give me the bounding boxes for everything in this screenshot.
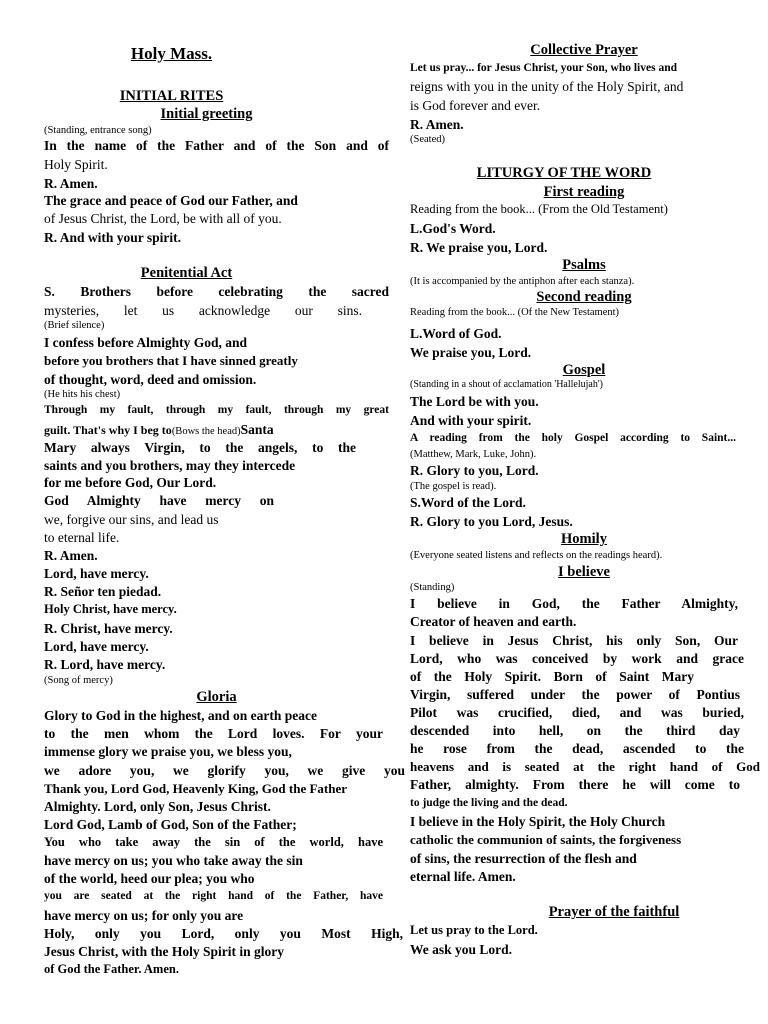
text-line: Father, almighty. From there he will come to xyxy=(410,777,740,792)
response-line: R. Amen. xyxy=(410,117,464,132)
text-line: A reading from the holy Gospel according to Saint... xyxy=(410,432,736,444)
text-line: The Lord be with you. xyxy=(410,394,539,409)
text-line: before you brothers that I have sinned greatly xyxy=(44,353,298,368)
heading-gospel: Gospel xyxy=(562,362,606,378)
text-line: you are seated at the right hand of the Father, have xyxy=(44,890,383,902)
text-line: The grace and peace of God our Father, and xyxy=(44,193,298,208)
text-line: And with your spirit. xyxy=(410,413,532,428)
text-line: I confess before Almighty God, and xyxy=(44,335,248,350)
text-line: Lord, have mercy. xyxy=(44,639,149,654)
rubric: (Song of mercy) xyxy=(44,675,113,686)
rubric: (He hits his chest) xyxy=(44,389,121,400)
text-line: I believe in the Holy Spirit, the Holy Church xyxy=(410,814,666,829)
response-line: R. And with your spirit. xyxy=(44,230,182,245)
text-line: eternal life. Amen. xyxy=(410,869,516,884)
rubric: (Standing in a shout of acclamation 'Hallelujah') xyxy=(410,379,603,390)
text-line: he rose from the dead, ascended to the xyxy=(410,741,744,756)
text-line: Pilot was crucified, died, and was buried, xyxy=(410,705,744,720)
heading-first-reading: First reading xyxy=(543,184,625,200)
section-heading-initial-rites: INITIAL RITES xyxy=(119,88,224,104)
text-line: of Jesus Christ, the Lord, be with all of you. xyxy=(44,211,282,226)
section-heading-liturgy: LITURGY OF THE WORD xyxy=(476,165,652,181)
rubric: (Brief silence) xyxy=(44,320,105,331)
text-line: we adore you, we glorify you, we give you xyxy=(44,763,405,778)
text-line: mysteries, let us acknowledge our sins. xyxy=(44,303,362,318)
text-line: is God forever and ever. xyxy=(410,98,541,113)
text-line: of the world, heed our plea; you who xyxy=(44,871,255,886)
rubric: (The gospel is read). xyxy=(410,481,497,492)
text-line: of God the Father. Amen. xyxy=(44,962,179,976)
text-line: S. Brothers before celebrating the sacred xyxy=(44,284,389,299)
text-line: have mercy on us; for only you are xyxy=(44,908,244,923)
text-line: Let us pray... for Jesus Christ, your Son, who lives and xyxy=(410,62,677,74)
heading-gloria: Gloria xyxy=(196,689,237,705)
text-line: S.Word of the Lord. xyxy=(410,495,526,510)
heading-penitential-act: Penitential Act xyxy=(140,265,233,281)
text-line: Almighty. Lord, only Son, Jesus Christ. xyxy=(44,799,271,814)
heading-prayer-of-the-faithful: Prayer of the faithful xyxy=(548,904,680,920)
rubric: (It is accompanied by the antiphon after each stanza). xyxy=(410,276,635,287)
rubric: (Everyone seated listens and reflects on the readings heard). xyxy=(410,550,663,561)
rubric: (Standing, entrance song) xyxy=(44,125,152,136)
text-line: Glory to God in the highest, and on earth peace xyxy=(44,708,318,723)
rubric: (Matthew, Mark, Luke, John). xyxy=(410,449,537,460)
text-line: Through my fault, through my fault, through my great xyxy=(44,404,389,416)
response-line: R. Glory to you Lord, Jesus. xyxy=(410,514,573,529)
text-line: guilt. That's why I beg to(Bows the head)Santa xyxy=(44,422,274,437)
text-line: Lord God, Lamb of God, Son of the Father; xyxy=(44,817,297,832)
text-line: Thank you, Lord God, Heavenly King, God the Father xyxy=(44,781,348,796)
text-line: Reading from the book... (From the Old Testament) xyxy=(410,202,668,216)
rubric: Reading from the book... (Of the New Testament) xyxy=(410,307,620,318)
text-line: Holy Spirit. xyxy=(44,157,108,172)
text-line: reigns with you in the unity of the Holy Spirit, and xyxy=(410,79,684,94)
text-line: to judge the living and the dead. xyxy=(410,797,568,809)
text-line: Lord, who was conceived by work and grace xyxy=(410,651,744,666)
response-line: R. Amen. xyxy=(44,176,98,191)
text-line: Holy Christ, have mercy. xyxy=(44,602,177,616)
text-line: We ask you Lord. xyxy=(410,942,513,957)
text-line: L.Word of God. xyxy=(410,326,502,341)
heading-initial-greeting: Initial greeting xyxy=(160,106,253,122)
text-line: for me before God, Our Lord. xyxy=(44,475,217,490)
response-line: R. Amen. xyxy=(44,548,98,563)
text-line: of thought, word, deed and omission. xyxy=(44,372,257,387)
text-line: God Almighty have mercy on xyxy=(44,493,274,508)
text-line: Creator of heaven and earth. xyxy=(410,614,577,629)
response-line: R. We praise you, Lord. xyxy=(410,240,548,255)
text-line: saints and you brothers, may they intercede xyxy=(44,458,296,473)
text-line: of sins, the resurrection of the flesh and xyxy=(410,851,637,866)
text-line: We praise you, Lord. xyxy=(410,345,532,360)
text-line: catholic the communion of saints, the forgiveness xyxy=(410,832,682,847)
text-line: heavens and is seated at the right hand of God xyxy=(410,759,760,774)
heading-i-believe: I believe xyxy=(558,564,610,580)
text-line: descended into hell, on the third day xyxy=(410,723,740,738)
text-line: Jesus Christ, with the Holy Spirit in glory xyxy=(44,944,285,959)
text-line: we, forgive our sins, and lead us xyxy=(44,512,219,527)
text-line: Lord, have mercy. xyxy=(44,566,149,581)
text-line: have mercy on us; you who take away the sin xyxy=(44,853,303,868)
heading-homily: Homily xyxy=(561,531,607,547)
text-line: Mary always Virgin, to the angels, to the xyxy=(44,440,356,455)
text-line: I believe in God, the Father Almighty, xyxy=(410,596,738,611)
text-line: immense glory we praise you, we bless you, xyxy=(44,744,292,759)
text-line: You who take away the sin of the world, have xyxy=(44,835,383,849)
heading-psalms: Psalms xyxy=(562,257,606,273)
response-line: R. Glory to you, Lord. xyxy=(410,463,539,478)
rubric: (Seated) xyxy=(410,134,445,145)
text-line: Holy, only you Lord, only you Most High, xyxy=(44,926,403,941)
text-line: Virgin, suffered under the power of Pontius xyxy=(410,687,740,702)
text-line: Let us pray to the Lord. xyxy=(410,923,538,937)
text-line: to eternal life. xyxy=(44,530,120,545)
text-line: In the name of the Father and of the Son and of xyxy=(44,138,389,153)
heading-second-reading: Second reading xyxy=(536,289,632,305)
text-line: of the Holy Spirit. Born of Saint Mary xyxy=(410,669,694,684)
text-line: to the men whom the Lord loves. For your xyxy=(44,726,383,741)
page-title: Holy Mass. xyxy=(130,44,213,63)
response-line: R. Señor ten piedad. xyxy=(44,584,162,599)
heading-collective-prayer: Collective Prayer xyxy=(530,42,638,58)
response-line: R. Christ, have mercy. xyxy=(44,621,173,636)
text-line: I believe in Jesus Christ, his only Son, Our xyxy=(410,633,738,648)
text-line: L.God's Word. xyxy=(410,221,496,236)
response-line: R. Lord, have mercy. xyxy=(44,657,166,672)
rubric: (Standing) xyxy=(410,582,455,593)
